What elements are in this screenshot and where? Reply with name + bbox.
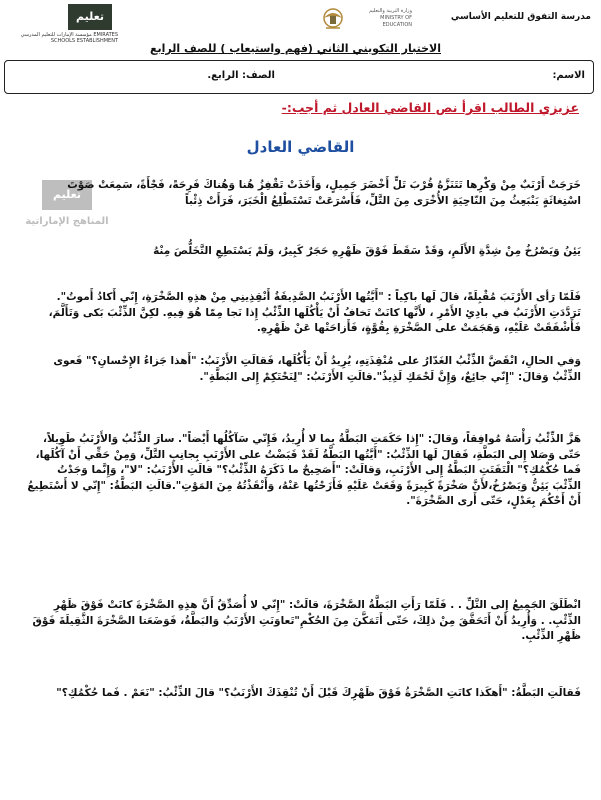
paragraph-6: انْطَلَقَ الجَمِيعُ إِلى التَّلِّ . . فَلَمّا رَأَتِ البَطَّةُ الصَّخْرَةَ، قالَتْ: "إِنّي لا أُصَدِّقُ أَنَّ هذِهِ الصَّخْرَةَ كانَتْ فَوْقَ ظَهْرِ الذِّئْبِ. . وَأُرِيدُ أَنْ أَتَحَقَّقَ مِنْ ذلِكَ، حَتّى أَتَمَكَّنَ مِنَ الحُكْمِ"تَعاوَنَتِ الأَرْنَبُ وَالبَطَّةُ، فَوَضَعَتا الصَّخْرَةَ الثَّقِيلَةَ فَوْقَ ظَهْرِ الذِّئْبِ. bbox=[32, 599, 581, 642]
watermark-mark: تعليم bbox=[42, 180, 92, 210]
uae-emblem-icon bbox=[318, 6, 348, 34]
paragraph-2: يَئِنُ وَيَصْرُخُ مِنْ شِدَّةِ الأَلَمِ، وَقَدْ سَقَطَ فَوْقَ ظَهْرِهِ حَجَرٌ كَبِيرٌ، وَلَمْ يَسْتَطِعِ التَّخَلُّصَ مِنْهُ bbox=[153, 245, 581, 257]
watermark-line: المناهج الإماراتية bbox=[25, 216, 109, 227]
instruction-text: عزيزي الطالب اقرأ نص القاضي العادل ثم أجب:- bbox=[281, 100, 579, 115]
name-label: الاسم: bbox=[552, 70, 585, 81]
ministry-name: وزارة التربية والتعليم MINISTRY OF EDUCATION bbox=[369, 8, 412, 28]
logo-mark: تعليم bbox=[68, 4, 112, 30]
paragraph-1: خَرَجَتْ أَرْنَبٌ مِنْ وَكْرِها تَتَنَزَّهُ قُرْبَ تَلٍّ أَخْضَرَ جَمِيلٍ، وَأَخَذَتْ تَقْفِزُ هُنا وَهُناكَ فَرِحَةً، فَجْأَةً، سَمِعَتْ صَوْتَ اسْتِغاثَةٍ يَنْبَعِثُ مِنَ النّاحِيَةِ الأُخْرَى مِنَ التَّلِّ، فَأَسْرَعَتْ تَسْتَطْلِعُ الْخَبَرَ، فَرَأَتْ ذِئْباً bbox=[67, 179, 581, 207]
establishment-logo bbox=[6, 4, 118, 44]
logo-subtitle: مؤسسة الإمارات للتعليم المدرسي EMIRATES SCHOOLS ESTABLISHMENT bbox=[20, 32, 118, 44]
class-label: الصف: الرابع. bbox=[207, 70, 275, 81]
paragraph-3: فَلَمّا رَأى الأَرْنَبَ مُقْبِلَةً، قالَ لَها باكِياً : "أَيَّتُها الأَرْنَبُ الصَّدِيقَةُ أَنْقِذِينِي مِنْ هذِهِ الصَّخْرَةِ، إِنّي أَكادُ أَموتُ". تَرَدَّدَتِ الأَرْنَبُ في بادِئِ الأَمْرِ ، لأَنَّها كانَتْ تَخافُ أَنْ يَأْكُلَها الذِّئْبُ إِذا نَجا مِمّا هُوَ فِيهِ. لكِنَّ الذِّئْبَ بَكى وَتَأَلَّمَ، فَأَشْفَقَتْ عَلَيْهِ، وَهَجَمَتْ على الصَّخْرَةِ بِقُوَّةٍ، فَأَزاحَتْها عَنْ ظَهْرِهِ. bbox=[48, 291, 581, 334]
exam-title: الاختبار التكويني الثاني (فهم واستيعاب ) للصف الرابع bbox=[149, 42, 441, 55]
paragraph-7: فَقالَتِ البَطَّةُ: "أَهكَذا كانَتِ الصَّخْرَةُ فَوْقَ ظَهْرِكَ قَبْلَ أَنْ تُنْقِذَكَ الأَرْنَبُ؟" قالَ الذِّئْبُ: "نَعَمْ . فَما حُكْمُكِ؟" bbox=[56, 687, 581, 699]
paragraph-5: هَزَّ الذِّئْبُ رَأْسَهُ مُوافِقاً، وَقالَ: "إِذا حَكَمَتِ البَطَّةُ بِما لا أُرِيدُ، فَإِنّي سَآكُلُها أَيْضاً". سارَ الذِّئْبُ وَالأَرْنَبُ طَوِيلاً، حَتّى وَصَلا إِلى البَطَّةِ، فَقالَ لَها الذِّئْبُ: "أَيَّتُها البَطَّةُ لَقَدْ قَبَضْتُ على الأَرْنَبِ بِجانِبِ التَّلِّ، وَمِنْ حَقِّي أَنْ آكُلَها، فَما حُكْمُكِ؟" الْتَفَتَتِ البَطَّةُ إِلى الأَرْنَبِ، وَقالَتْ: "أَصَحِيحٌ ما ذَكَرَهُ الذِّئْبُ؟" قالَتِ الأَرْنَبُ: "لا"، وَإِنَّما وَجَدْتُ الذِّئْبَ يَئِنُّ وَيَصْرُخُ،لأَنَّ صَخْرَةً كَبِيرَةً وَقَعَتْ عَلَيْهِ فَأَزَحْتُها عَنْهُ، وَأَنْقَذْتُهُ مِنَ المَوْتِ".قالَتِ البَطَّةُ: "إِنّي لا أَسْتَطِيعُ أَنْ أَحْكُمَ بِعَدْلٍ، حَتّى أَرى الصَّخْرَةَ". bbox=[27, 433, 581, 507]
story-title: القاضي العادل bbox=[246, 138, 355, 156]
paragraph-4: وَفي الحالِ، انْقَضَّ الذِّئْبُ الغَدّارُ على مُنْقِذَتِهِ، يُرِيدُ أَنْ يَأْكُلَها، فَقالَتِ الأَرْنَبُ: "أَهذا جَزاءُ الإِحْسانِ؟" فَعوى الذِّئْبُ وَقالَ: "إِنّي جائِعٌ، وَإِنَّ لَحْمَكِ لَذِيذٌ".قالَتِ الأَرْنَبُ: "لِنَحْتَكِمْ إِلى البَطَّةِ". bbox=[53, 355, 581, 383]
student-info-box bbox=[4, 60, 594, 94]
school-name: مدرسة التفوق للتعليم الأساسي bbox=[450, 12, 591, 22]
